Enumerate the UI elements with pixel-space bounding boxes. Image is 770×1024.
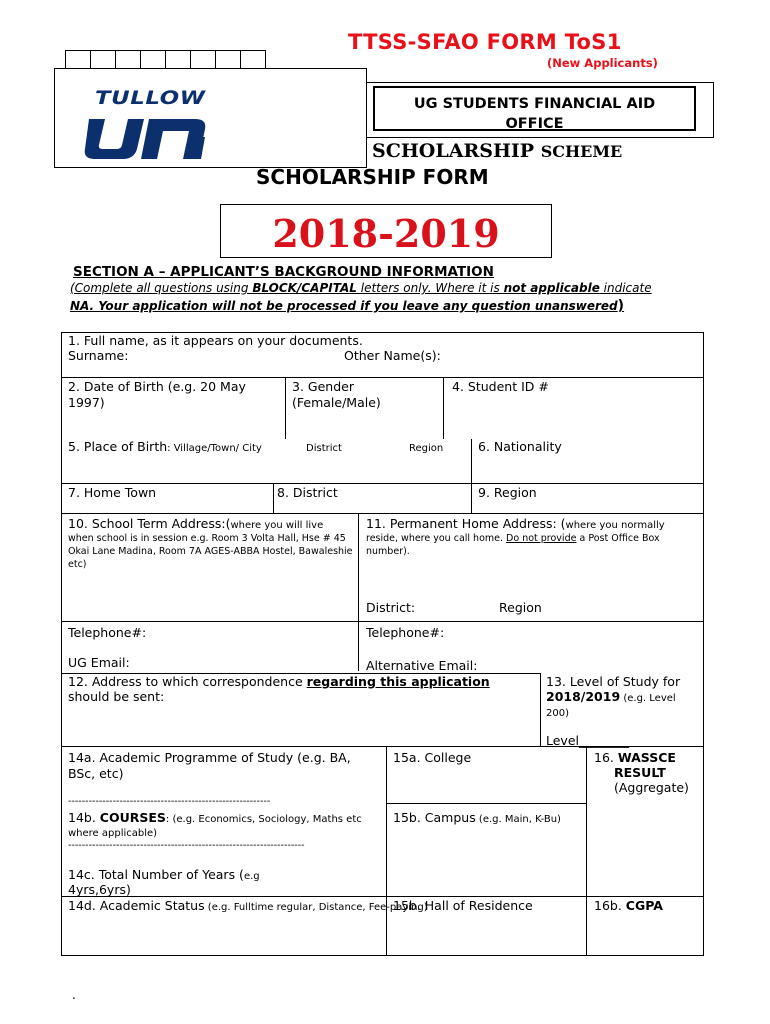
programme-label: 14a. Academic Programme of Study (e.g. BA, xyxy=(68,750,351,765)
courses-hint: where applicable) xyxy=(68,828,158,839)
college-label: 15a. College xyxy=(393,750,472,765)
wassce-result: RESULT xyxy=(614,765,666,780)
grid-line xyxy=(273,483,274,513)
student-id-label: 4. Student ID # xyxy=(452,379,549,394)
home-town-label: 7. Home Town xyxy=(68,485,157,500)
office-line-1: UG STUDENTS FINANCIAL AID xyxy=(413,96,656,112)
wassce-label: 16. WASSCE xyxy=(594,750,676,765)
cgpa-label: 16b. CGPA xyxy=(594,898,663,913)
grid-line xyxy=(358,513,359,671)
place-of-birth-label: 5. Place of Birth: Village/Town/ City xyxy=(68,439,262,454)
form-code: TTSS-SFAO FORM ToS1 xyxy=(348,30,622,54)
campus-label: 15b. Campus (e.g. Main, K-Bu) xyxy=(393,810,561,825)
section-a-instruction-2: NA. Your application will not be processed if you leave any question unanswered) xyxy=(70,298,625,314)
hall-label: 15b. Hall of Residence xyxy=(393,898,533,913)
dash-line-2: --------------------------------------------------------------------- xyxy=(68,840,305,851)
grid-line xyxy=(386,746,387,955)
footer-dot: . xyxy=(72,988,76,1002)
alt-email-label: Alternative Email: xyxy=(366,658,478,673)
grid-line xyxy=(586,746,587,955)
oil-logo-mark xyxy=(83,115,213,159)
dob-label: 2. Date of Birth (e.g. 20 May xyxy=(68,379,246,394)
scheme-word: SCHOLARSHIP xyxy=(372,140,535,162)
section-a-instruction-1: (Complete all questions using BLOCK/CAPITAL letters only. Where it is not applicable indicate xyxy=(70,281,652,295)
logo-text: TULLOW xyxy=(95,87,206,109)
logo-box xyxy=(54,68,367,168)
level-of-study-year: 2018/2019 (e.g. Level xyxy=(546,689,676,704)
grid-line xyxy=(703,332,704,955)
gender-hint: (Female/Male) xyxy=(292,395,381,410)
pob-district-label: District xyxy=(306,443,342,454)
home-address-label: 11. Permanent Home Address: (where you normally xyxy=(366,516,665,531)
dob-example: 1997) xyxy=(68,395,105,410)
telephone-2-label: Telephone#: xyxy=(366,625,445,640)
home-district-label: District: xyxy=(366,600,416,615)
district-label: 8. District xyxy=(277,485,338,500)
grid-line xyxy=(61,377,704,378)
region-label: 9. Region xyxy=(478,485,537,500)
grid-line xyxy=(443,377,444,439)
academic-status-label: 14d. Academic Status (e.g. Fulltime regular, Distance, Fee-paying) xyxy=(68,898,428,913)
grid-line xyxy=(540,673,541,746)
ug-email-label: UG Email: xyxy=(68,655,130,670)
school-address-label: 10. School Term Address:(where you will live xyxy=(68,516,324,531)
programme-hint: BSc, etc) xyxy=(68,766,124,781)
home-address-hint: reside, where you call home. Do not provide a Post Office Box number). xyxy=(366,533,660,557)
other-names-label: Other Name(s): xyxy=(344,348,441,363)
courses-label: 14b. COURSES: (e.g. Economics, Sociology, Maths etc xyxy=(68,810,362,825)
office-title-box xyxy=(373,86,696,131)
grid-line xyxy=(61,513,704,514)
scheme-title xyxy=(372,140,622,162)
full-name-label: 1. Full name, as it appears on your documents. xyxy=(68,333,363,348)
pob-region-label: Region xyxy=(409,443,444,454)
grid-line xyxy=(61,955,704,956)
home-region-label: Region xyxy=(499,600,542,615)
grid-line xyxy=(471,439,472,513)
form-title: SCHOLARSHIP FORM xyxy=(256,165,489,189)
grid-line xyxy=(61,332,62,955)
academic-year: 2018-2019 xyxy=(220,204,552,258)
correspondence-label-2: should be sent: xyxy=(68,689,165,704)
grid-line xyxy=(386,803,586,804)
grid-line xyxy=(61,483,704,484)
nationality-label: 6. Nationality xyxy=(478,439,562,454)
level-of-study-label: 13. Level of Study for xyxy=(546,674,681,689)
surname-label: Surname: xyxy=(68,348,129,363)
grid-line xyxy=(285,377,286,439)
correspondence-label: 12. Address to which correspondence regarding this application xyxy=(68,674,490,689)
grid-line xyxy=(61,621,704,622)
office-line-2: OFFICE xyxy=(505,116,564,131)
telephone-1-label: Telephone#: xyxy=(68,625,147,640)
total-years-example: 4yrs,6yrs)____________ xyxy=(68,882,206,897)
gender-label: 3. Gender xyxy=(292,379,354,394)
section-a-title: SECTION A – APPLICANT’S BACKGROUND INFORMATION xyxy=(73,264,494,280)
school-address-hint: when school is in session e.g. Room 3 Volta Hall, Hse # 45 Okai Lane Madina, Room 7A AGES-ABBA Hostel, Bawaleshie etc) xyxy=(68,533,353,570)
form-subtitle: (New Applicants) xyxy=(547,56,658,70)
scheme-suffix: SCHEME xyxy=(540,142,623,161)
total-years-label: 14c. Total Number of Years (e.g xyxy=(68,867,260,882)
dash-line-1: ----------------------------------------------------------- xyxy=(68,796,271,807)
wassce-aggregate: (Aggregate) xyxy=(614,780,689,795)
level-of-study-example: 200) xyxy=(546,708,569,719)
level-blank: Level________ xyxy=(546,733,629,748)
